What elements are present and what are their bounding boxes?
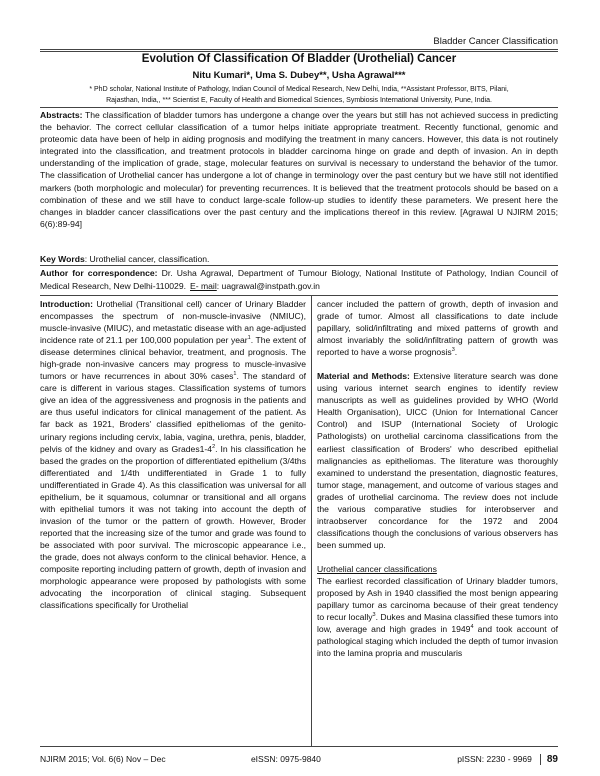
methods-text: Extensive literature search was done using various internet search engines to identify review manuscripts as well as guidelines provided by WHO (World Health Organisation), UICC (Union for International Cancer Control) and ISUP (International Society of Urologic Pathologists) on urothelial carcinoma classifications from the earliest classification of Broders' who described epithelial malignancies as epitheliomas. The literature was thoroughly examined to understand the presentation, diagnostic features, tumor stage, management, and outcome of various stages and grades of urothelial carcinoma. The review does not include the various comparative studies for interobserver and intraobserver concordance for the 1972 and 2004 classifications though the conclusions of various observers has been summed up. <box>317 371 558 550</box>
email-block <box>190 281 320 291</box>
abstract-text: The classification of bladder tumors has undergone a change over the years but still has not achieved success in predicting the behavior. The correct cellular classification of a tumor helps initiate appropriate treatment. Recently functional, genomic and proteomic data have been of help in aiding prognosis and modifying the treatment in many cancers. However, this data is not routinely integrated into the classification, and treatment protocols in bladder carcinoma hinge on grade and depth of invasion. An in depth understanding of the implication of grade, stage, molecular features on survival is necessary to understand the behavior of the tumor. The classification of Urothelial cancer has undergone a lot of change in terminology over the past century but we have still not identified markers (both morphologic and molecular) for preventing recurrences. It is believed that the treatment protocols should be based on a combination of these and we still have to conduct large-scale follow-up studies to identify these parameters. We present here the changes in bladder cancer classifications over the past century and the implications thereof in this review. [Agrawal U NJIRM 2015; 6(6):89-94] <box>40 110 558 229</box>
right-column <box>317 298 558 659</box>
citation-4: 3 <box>451 347 455 354</box>
footer-journal: NJIRM 2015; Vol. 6(6) Nov – Dec <box>40 754 166 764</box>
introduction-heading: Introduction: <box>40 299 93 309</box>
intro-text-1: Urothelial (Transitional cell) cancer of Urinary Bladder encompasses the spectrum of non-muscle-invasive (NMIUC), muscle-invasive (MIUC), and metastatic disease with an age-adjusted incidence rate of 21.1 per 100,000 population per year <box>40 299 306 346</box>
citation-1: 1 <box>247 335 251 342</box>
affiliation-line-2: Rajasthan, India,, *** Scientist E, Faculty of Health and Biomedical Sciences, Symbiosis International University, Pune, India. <box>106 97 492 104</box>
citation-2: 1 <box>233 371 237 378</box>
classifications-paragraph <box>317 575 558 659</box>
email-address[interactable]: : uagrawal@instpath.gov.in <box>216 280 320 291</box>
citation-5: 3 <box>372 612 376 619</box>
affiliation-line-1: * PhD scholar, National Institute of Pathology, Indian Council of Medical Research, New Delhi, India, **Assistant Professor, BITS, Pilani, <box>89 86 509 93</box>
article-title: Evolution Of Classification Of Bladder (Urothelial) Cancer <box>141 53 457 65</box>
running-head: Bladder Cancer Classification <box>433 36 558 47</box>
intro-continuation-paragraph <box>317 298 558 358</box>
keywords-text: : Urothelial cancer, classification. <box>84 254 210 264</box>
email-label: E- mail <box>190 280 217 291</box>
affiliations <box>58 84 540 106</box>
column-divider <box>311 296 312 746</box>
footer-pissn: pISSN: 2230 - 9969 <box>457 754 532 764</box>
citation-3: 2 <box>212 443 216 450</box>
keywords-label: Key Words <box>40 254 85 264</box>
intro-text-2: . The extent of disease determines clinical behavior, treatment, and prognosis. The high-grade non-invasive cancers may progress to muscle-invasive tumors or have recurrences in about 30% cases <box>40 335 306 382</box>
header-rule <box>40 49 558 52</box>
classifications-text-2: . Dukes and Masina classified these tumors into low, average and high grades in 1949 <box>317 612 558 635</box>
keywords <box>40 254 558 264</box>
columns-top-rule <box>40 295 558 296</box>
page-number: 89 <box>540 754 558 765</box>
correspondence <box>40 267 558 292</box>
introduction-paragraph <box>40 298 306 611</box>
footer-eissn: eISSN: 0975-9840 <box>250 754 321 764</box>
classifications-text-1: The earliest recorded classification of Urinary bladder tumors, proposed by Ash in 1940 classified the most benign appearing papillary tumor as carcinoma because of their great tendency to recur locally <box>317 575 558 623</box>
intro-text-4: . In his classification he based the grades on the proportion of differentiated epithelium (3/4ths differentiated and 1/4th undifferentiated in Grade 1 to fully undifferentiated in Grade 4). As this classification was universal for all epithelium, be it squamous, columnar or transitional and all organs with epithelial tumors it was not taking into account the depth of invasion of the tumor or the pattern of growth. However, Broder reported that the increasing size of the tumor and grade was found to be associated with poor survival. The microscopic appearance i.e., the grade, does not always conform to the clinical behavior. Hence, a composite reporting including pattern of growth, depth of invasion and morphologic appearance were proposed by pathologists with some advocating the incorporation of clinical staging. Subsequent classifications specifically for Urothelial <box>40 443 306 611</box>
methods-paragraph <box>317 370 558 551</box>
intro-cont-text-1: cancer included the pattern of growth, depth of invasion and grade of tumor. Almost all classifications to date include papillary, solid/infiltrating and mixed patterns of growth and almost invariably the solid/infiltrating pattern of growth was reported to have a worse prognosis <box>317 299 558 358</box>
intro-cont-text-2: . <box>454 347 458 358</box>
intro-text-3: . The standard of care is different in various stages. Classification systems of tumors give an idea of the aggressiveness and prognosis in the patients and are thus useful indicators for clinical management of the patient. As far back as 1921, Broders' classified epitheliomas of the genito-urinary regions including cervix, labia, vagina, urethra, penis, bladder, pelvis of the kidney and ovary as Grades1-4 <box>40 371 306 454</box>
correspondence-text: Dr. Usha Agrawal, Department of Tumour Biology, National Institute of Pathology, Indian Council of Medical Research, New Delhi-110029. <box>40 268 558 291</box>
classifications-heading-line <box>317 563 558 575</box>
abstract-label: Abstracts: <box>40 110 83 120</box>
citation-6: 4 <box>470 624 474 631</box>
correspondence-label: Author for correspondence: <box>40 268 158 278</box>
author-list: Nitu Kumari*, Uma S. Dubey**, Usha Agrawal*** <box>192 70 406 81</box>
abstract-top-rule <box>40 107 558 108</box>
classifications-text-3: and took account of pathological staging which included the depth of tumor invasion into the lamina propria and muscularis <box>317 624 558 659</box>
classifications-heading: Urothelial cancer classifications <box>317 563 437 574</box>
footer-rule <box>40 746 558 747</box>
left-column <box>40 298 306 611</box>
methods-heading: Material and Methods: <box>317 371 410 382</box>
page-footer <box>40 748 558 770</box>
abstract <box>40 109 558 230</box>
correspondence-top-rule <box>40 265 558 266</box>
